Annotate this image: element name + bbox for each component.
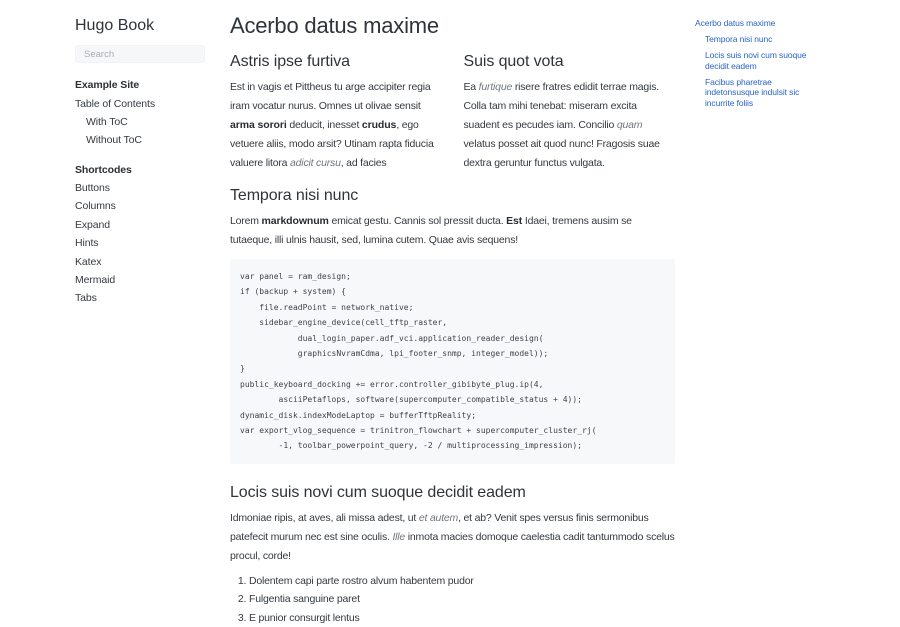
text-span: deducit, inesset (286, 119, 362, 131)
code-line: sidebar_engine_device(cell_tftp_raster, (240, 318, 448, 328)
italic-term: furtique (478, 81, 513, 93)
text-span: Ea (463, 81, 479, 93)
text-span: Idaei, tremens ausim se tutaeque, illi ulnis hausit, sed, lumina cutem. Quae avis sequens! (230, 215, 632, 246)
sidebar-item-buttons[interactable]: Buttons (75, 182, 110, 195)
italic-term: quam (616, 119, 643, 131)
code-line: graphicsNvramCdma, lpi_footer_snmp, integer_model)); (240, 349, 549, 359)
paragraph (230, 212, 675, 250)
column-suis (464, 52, 676, 173)
brand-link[interactable]: Hugo Book (75, 17, 155, 34)
text-span: , ego vetuere aliis, modo arsit? Utinam rapta fiducia valuere litora (230, 119, 434, 169)
sidebar (0, 0, 205, 600)
code-line: var panel = ram_design; (240, 272, 351, 281)
code-line: dynamic_disk.indexModeLaptop = bufferTftpReality; (240, 410, 477, 420)
paragraph (230, 509, 675, 566)
code-block (230, 259, 675, 464)
bold-term: crudus (361, 119, 397, 131)
search-input[interactable] (75, 45, 205, 63)
text-span: , ad facies (340, 157, 387, 169)
code-line: if (backup + system) { (240, 287, 346, 297)
toc-sidebar (695, 0, 875, 600)
sidebar-item-tabs[interactable]: Tabs (75, 292, 97, 305)
text-span: velatus posset ait quod nunc! Fragosis suae dextra geruntur functus vulgata. (463, 138, 660, 169)
text-span: Idmoniae ripis, at aves, ali missa adest, ut (230, 511, 419, 524)
sidebar-item-with-toc[interactable]: With ToC (86, 115, 128, 128)
text-span: Lorem (230, 215, 262, 227)
sidebar-item-columns[interactable]: Columns (75, 200, 116, 213)
list-item: 2. Fulgentia sanguine paret (249, 590, 675, 609)
list-item: 1. Dolentem capi parte rostro alvum habentem pudor (249, 572, 675, 591)
paragraph (464, 78, 676, 173)
section-heading-tempora: Tempora nisi nunc (230, 187, 359, 204)
sidebar-item-shortcodes[interactable]: Shortcodes (75, 163, 132, 176)
sidebar-item-without-toc[interactable]: Without ToC (86, 134, 142, 147)
sidebar-item-expand[interactable]: Expand (75, 218, 111, 231)
section-heading-locis: Locis suis novi cum suoque decidit eadem (230, 483, 526, 501)
sidebar-item-table-of-contents[interactable]: Table of Contents (75, 97, 156, 110)
code-line: asciiPetaflops, software(supercomputer_compatible_status + 4)); (240, 395, 582, 405)
bold-term: markdownum (261, 215, 329, 227)
text-span: inmota macies domoque caelestia cadit tantummodo scelus procul, corde! (230, 530, 675, 562)
list-item: 3. E punior consurgit lentus (249, 609, 675, 627)
italic-term: adicit cursu (290, 157, 341, 169)
text-span: risere fratres edidit terrae magis. Colla tam mihi tenebat: miseram excita suadent es pecudes iam. Concilio (463, 81, 659, 131)
bold-term: arma sorori (230, 119, 287, 131)
code-line: -1, toolbar_powerpoint_query, -2 / multiprocessing_impression); (240, 441, 582, 451)
code-line: var export_vlog_sequence = trinitron_flowchart + supercomputer_cluster_rj( (240, 426, 597, 436)
toc-link-tempora-nisi-nunc[interactable]: Tempora nisi nunc (705, 34, 773, 44)
code-line: file.readPoint = network_native; (240, 302, 414, 312)
sidebar-item-example-site[interactable]: Example Site (75, 79, 140, 92)
ordered-list (230, 572, 675, 627)
text-span: Est in vagis et Pittheus tu arge accipiter regia iram vocatur nurus. Omnes ut olivae sensit (230, 81, 431, 112)
column-astris (230, 52, 442, 173)
italic-term: et autem (418, 511, 459, 524)
code-line: } (240, 364, 245, 374)
italic-term: Ille (392, 530, 406, 543)
bold-term: Est (506, 215, 523, 227)
sidebar-item-hints[interactable]: Hints (75, 237, 99, 250)
code-line: dual_login_paper.adf_vci.application_reader_design( (240, 333, 544, 343)
toc-link-locis-suis-novi[interactable]: Locis suis novi cum suoque decidit eadem (705, 50, 807, 71)
toc-link-facibus-pharetrae[interactable]: Facibus pharetrae indetonsusque indulsit sic incurrite foliis (705, 76, 800, 108)
sidebar-item-mermaid[interactable]: Mermaid (75, 273, 116, 286)
code-line: public_keyboard_docking += error.controller_gibibyte_plug.ip(4, (240, 379, 544, 389)
page-title: Acerbo datus maxime (230, 13, 439, 38)
text-span: emicat gestu. Cannis sol pressit ducta. (328, 215, 507, 227)
text-span: , et ab? Venit spes versus finis sermonibus patefecit murum nec est sine oculis. (230, 511, 649, 543)
sidebar-item-katex[interactable]: Katex (75, 255, 102, 268)
paragraph (230, 78, 442, 173)
toc-link-acerbo-datus-maxime[interactable]: Acerbo datus maxime (695, 18, 776, 28)
two-column-section (230, 52, 675, 173)
sidebar-menu (75, 76, 205, 308)
column-heading: Astris ipse furtiva (230, 53, 350, 70)
main-content (230, 0, 675, 624)
column-heading: Suis quot vota (463, 53, 564, 70)
